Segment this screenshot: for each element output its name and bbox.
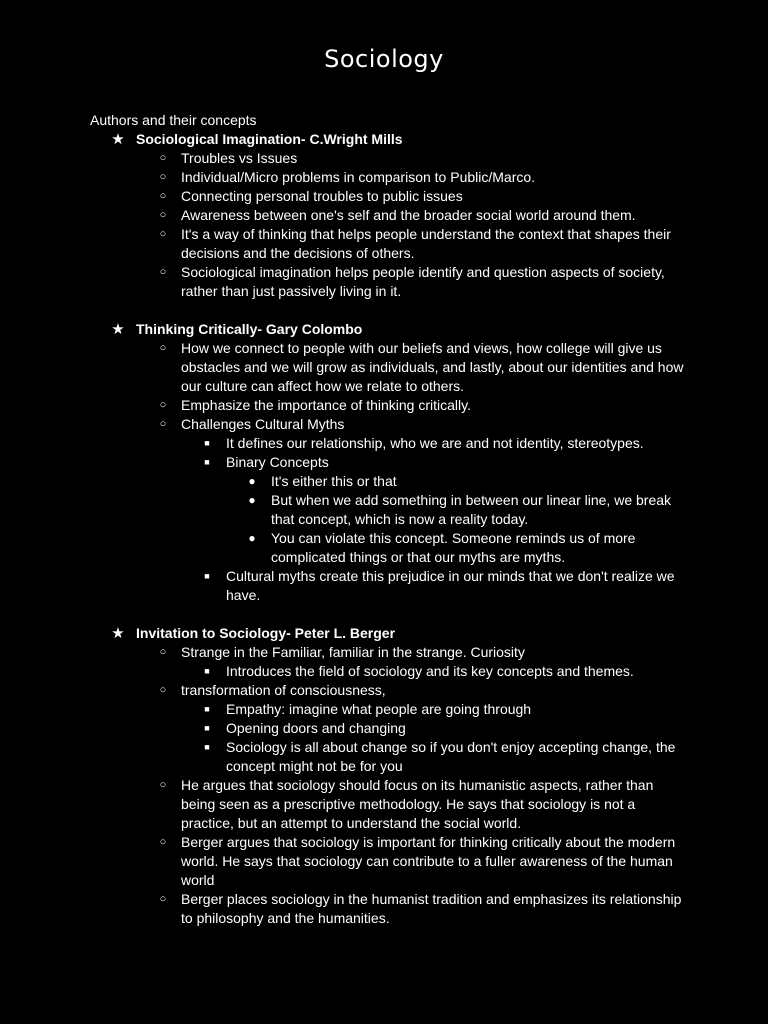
section-heading: Invitation to Sociology- Peter L. Berger: [136, 625, 396, 641]
list-item: [136, 681, 690, 776]
hollow-circle-bullet-icon: ○: [159, 646, 167, 658]
square-bullet-icon: ■: [204, 571, 210, 581]
square-bullet-icon: ■: [204, 457, 210, 467]
list-item: [136, 187, 690, 206]
list-item-text: Introduces the field of sociology and its key concepts and themes.: [226, 663, 634, 679]
filled-circle-bullet-icon: ●: [248, 474, 256, 488]
hollow-circle-bullet-icon: ○: [159, 266, 167, 278]
list-item: [181, 453, 690, 567]
sublist-level-2: [136, 149, 690, 301]
document-body: [90, 111, 690, 928]
hollow-circle-bullet-icon: ○: [159, 399, 167, 411]
sublist-level-3: [181, 434, 690, 605]
hollow-circle-bullet-icon: ○: [159, 228, 167, 240]
list-item: [136, 415, 690, 605]
list-item-text: It's a way of thinking that helps people understand the context that shapes their decisions and the decisions of others.: [181, 226, 671, 261]
list-item-text: Challenges Cultural Myths: [181, 416, 345, 432]
hollow-circle-bullet-icon: ○: [159, 836, 167, 848]
list-item-text: You can violate this concept. Someone reminds us of more complicated things or that our myths are myths.: [271, 530, 636, 565]
hollow-circle-bullet-icon: ○: [159, 684, 167, 696]
list-item: [136, 149, 690, 168]
list-item-text: Emphasize the importance of thinking critically.: [181, 397, 471, 413]
list-item: [136, 225, 690, 263]
list-item: [136, 396, 690, 415]
section-heading: Sociological Imagination- C.Wright Mills: [136, 131, 403, 147]
list-item: [136, 776, 690, 833]
section: [90, 624, 690, 928]
list-item-text: Binary Concepts: [226, 454, 329, 470]
sublist-level-2: [136, 643, 690, 928]
list-item: [226, 529, 690, 567]
hollow-circle-bullet-icon: ○: [159, 209, 167, 221]
hollow-circle-bullet-icon: ○: [159, 152, 167, 164]
list-item-text: Cultural myths create this prejudice in our minds that we don't realize we have.: [226, 568, 675, 603]
square-bullet-icon: ■: [204, 742, 210, 752]
list-item-text: Sociology is all about change so if you don't enjoy accepting change, the concept might not be for you: [226, 739, 676, 774]
list-item: [181, 434, 690, 453]
list-item-text: Individual/Micro problems in comparison to Public/Marco.: [181, 169, 536, 185]
list-item-text: How we connect to people with our beliefs and views, how college will give us obstacles and we will grow as individuals, and lastly, about our identities and how our culture can affect how we relate to others.: [181, 340, 684, 394]
list-item-text: Troubles vs Issues: [181, 150, 298, 166]
square-bullet-icon: ■: [204, 666, 210, 676]
square-bullet-icon: ■: [204, 438, 210, 448]
sublist-level-4: [226, 472, 690, 567]
list-item: [136, 206, 690, 225]
list-item: [136, 339, 690, 396]
list-item-text: It defines our relationship, who we are and not identity, stereotypes.: [226, 435, 644, 451]
list-item: [181, 567, 690, 605]
list-item-text: Opening doors and changing: [226, 720, 406, 736]
sublist-level-3: [181, 700, 690, 776]
list-item: [136, 890, 690, 928]
list-item-text: Sociological imagination helps people identify and question aspects of society, rather than just passively living in it.: [181, 264, 665, 299]
hollow-circle-bullet-icon: ○: [159, 342, 167, 354]
list-item-text: transformation of consciousness,: [181, 682, 386, 698]
list-item: [226, 491, 690, 529]
hollow-circle-bullet-icon: ○: [159, 171, 167, 183]
sublist-level-3: [181, 662, 690, 681]
list-item-text: Strange in the Familiar, familiar in the strange. Curiosity: [181, 644, 525, 660]
list-item-text: Berger argues that sociology is important for thinking critically about the modern world. He says that sociology can contribute to a fuller awareness of the human world: [181, 834, 676, 888]
section-heading: Thinking Critically- Gary Colombo: [136, 321, 363, 337]
square-bullet-icon: ■: [204, 723, 210, 733]
list-item-text: Empathy: imagine what people are going through: [226, 701, 532, 717]
star-bullet-icon: ★: [111, 131, 125, 148]
section: [90, 130, 690, 301]
list-item-text: Connecting personal troubles to public issues: [181, 188, 463, 204]
list-item: [136, 263, 690, 301]
list-item-text: But when we add something in between our linear line, we break that concept, which is now a reality today.: [271, 492, 672, 527]
list-item-text: It's either this or that: [271, 473, 397, 489]
intro-line: Authors and their concepts: [90, 112, 257, 128]
list-item: [181, 700, 690, 719]
star-bullet-icon: ★: [111, 321, 125, 338]
list-item: [136, 833, 690, 890]
square-bullet-icon: ■: [204, 704, 210, 714]
list-item: [226, 472, 690, 491]
hollow-circle-bullet-icon: ○: [159, 190, 167, 202]
document-title: Sociology: [324, 45, 444, 73]
list-item: [181, 738, 690, 776]
list-item-text: Berger places sociology in the humanist tradition and emphasizes its relationship to philosophy and the humanities.: [181, 891, 682, 926]
hollow-circle-bullet-icon: ○: [159, 779, 167, 791]
list-item: [181, 662, 690, 681]
sublist-level-2: [136, 339, 690, 605]
list-item-text: He argues that sociology should focus on its humanistic aspects, rather than being seen as a prescriptive methodology. He says that sociology is not a practice, but an attempt to understand the social world.: [181, 777, 654, 831]
section: [90, 320, 690, 605]
list-item-text: Awareness between one's self and the broader social world around them.: [181, 207, 636, 223]
star-bullet-icon: ★: [111, 625, 125, 642]
filled-circle-bullet-icon: ●: [248, 531, 256, 545]
hollow-circle-bullet-icon: ○: [159, 893, 167, 905]
list-item: [181, 719, 690, 738]
list-item: [136, 643, 690, 681]
list-item: [136, 168, 690, 187]
outline-list: [90, 130, 690, 928]
filled-circle-bullet-icon: ●: [248, 493, 256, 507]
hollow-circle-bullet-icon: ○: [159, 418, 167, 430]
